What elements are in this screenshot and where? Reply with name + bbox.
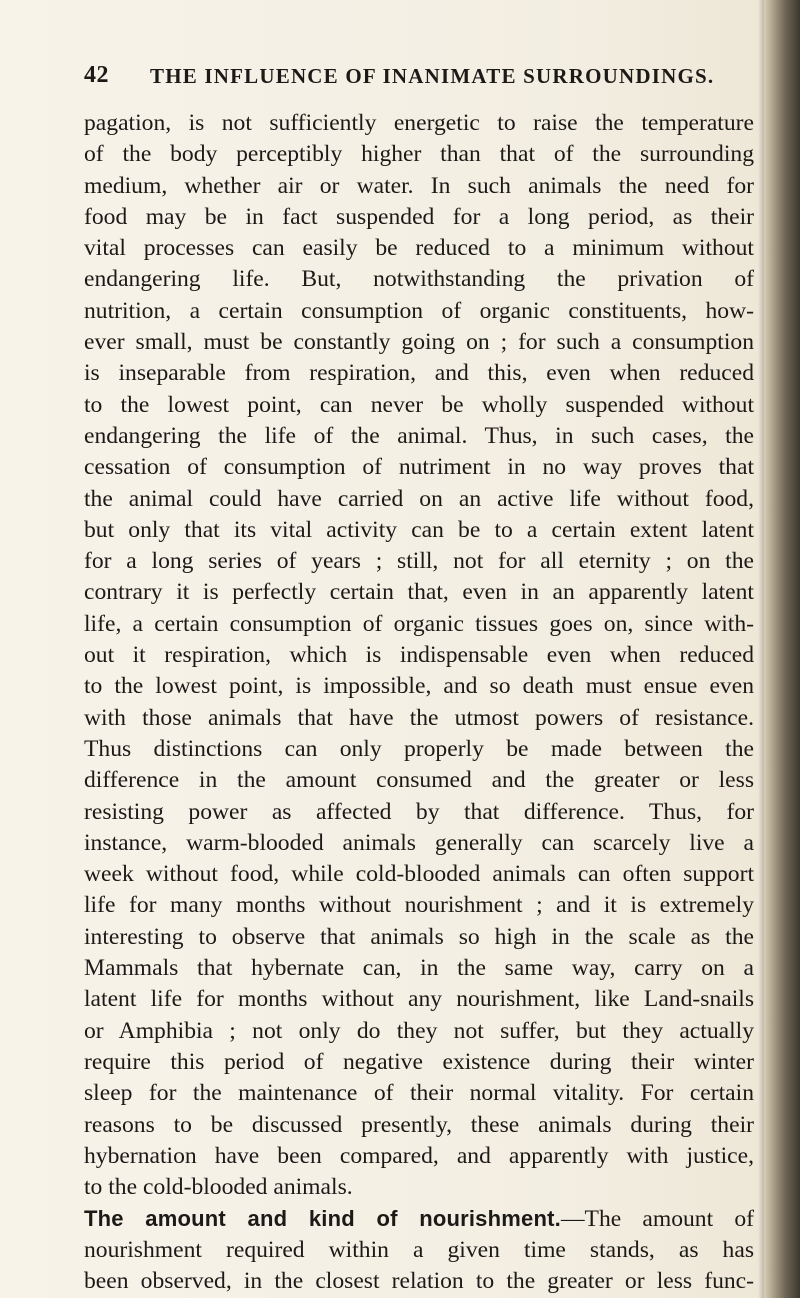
text-line: cessation of consumption of nutriment in no way proves that (84, 454, 754, 481)
book-binding-edge (764, 0, 800, 1298)
paragraph-end-line: to the cold-blooded animals. (84, 1174, 353, 1201)
text-line: but only that its vital activity can be to a certain extent latent (84, 516, 754, 543)
text-line: of the body perceptibly higher than that of the surrounding (84, 141, 754, 168)
text-line: vital processes can easily be reduced to a minimum without (84, 235, 754, 262)
text-line: nutrition, a certain consumption of organic constituents, how- (84, 297, 754, 324)
text-line: with those animals that have the utmost powers of resistance. (84, 704, 754, 731)
text-line: life, a certain consumption of organic tissues goes on, since with- (84, 610, 754, 637)
text-line: nourishment required within a given time stands, as has (84, 1236, 754, 1263)
page-number: 42 (84, 62, 109, 88)
text-line: medium, whether air or water. In such animals the need for (84, 172, 754, 199)
body-text (84, 108, 754, 1297)
text-line: week without food, while cold-blooded animals can often support (84, 861, 754, 888)
section-first-line-rest: —The amount of (560, 1206, 754, 1233)
text-line: interesting to observe that animals so high in the scale as the (84, 923, 754, 950)
text-line: instance, warm-blooded animals generally can scarcely live a (84, 829, 754, 856)
text-line: been observed, in the closest relation to the greater or less func- (84, 1267, 754, 1294)
text-line: endangering the life of the animal. Thus, in such cases, the (84, 422, 754, 449)
text-line: ever small, must be constantly going on ; for such a consumption (84, 329, 754, 356)
section-heading: The amount and kind of nourishment. (84, 1206, 561, 1232)
text-line: the animal could have carried on an active life without food, (84, 485, 754, 512)
text-line: difference in the amount consumed and the greater or less (84, 767, 754, 794)
text-line: to the lowest point, is impossible, and so death must ensue even (84, 673, 754, 700)
text-line: Thus distinctions can only properly be made between the (84, 735, 754, 762)
section-first-line (84, 1203, 754, 1234)
text-line: contrary it is perfectly certain that, even in an apparently latent (84, 579, 754, 606)
running-head: THE INFLUENCE OF INANIMATE SURROUNDINGS. (150, 64, 715, 88)
text-line: require this period of negative existence during their winter (84, 1048, 754, 1075)
text-line: pagation, is not sufficiently energetic to raise the temperature (84, 110, 754, 136)
text-line: is inseparable from respiration, and this, even when reduced (84, 360, 754, 387)
text-line: reasons to be discussed presently, these animals during their (84, 1111, 754, 1138)
text-line: or Amphibia ; not only do they not suffer, but they actually (84, 1017, 754, 1044)
text-line: latent life for months without any nourishment, like Land-snails (84, 986, 754, 1013)
text-line: life for many months without nourishment ; and it is extremely (84, 892, 754, 919)
text-line: endangering life. But, notwithstanding the privation of (84, 266, 754, 293)
text-line: for a long series of years ; still, not for all eternity ; on the (84, 548, 754, 575)
text-line: Mammals that hybernate can, in the same way, carry on a (84, 955, 754, 982)
text-line: out it respiration, which is indispensable even when reduced (84, 642, 754, 669)
text-line: hybernation have been compared, and apparently with justice, (84, 1142, 754, 1169)
text-line: resisting power as affected by that difference. Thus, for (84, 798, 754, 825)
text-line: to the lowest point, can never be wholly suspended without (84, 391, 754, 418)
page-header (84, 62, 764, 92)
text-line: food may be in fact suspended for a long period, as their (84, 203, 754, 230)
text-line: sleep for the maintenance of their normal vitality. For certain (84, 1080, 754, 1107)
